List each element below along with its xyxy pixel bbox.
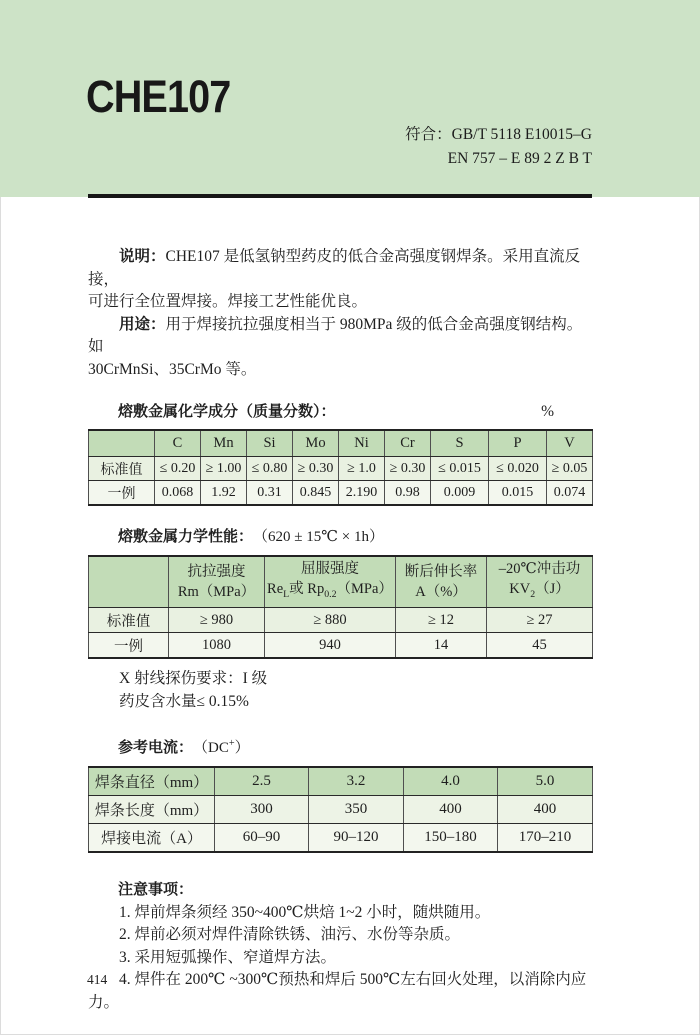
current-section-title: 参考电流：: [118, 739, 194, 756]
chem-value-cell: 0.074: [547, 481, 593, 506]
current-row-label: 焊接电流（A）: [89, 824, 215, 853]
current-value-cell: 4.0: [404, 767, 498, 796]
current-value-cell: 150–180: [404, 824, 498, 853]
chem-col-header: Ni: [339, 430, 385, 457]
chem-corner-cell: [89, 430, 155, 457]
mech-header-row: [89, 556, 593, 608]
mech-col-header-tensile: [169, 556, 265, 608]
note-item-1: 1. 焊前焊条须经 350~400℃烘焙 1~2 小时，随烘随用。: [119, 903, 491, 921]
chem-col-header: S: [431, 430, 489, 457]
chem-value-cell: 0.068: [155, 481, 201, 506]
chem-value-cell: ≤ 0.80: [247, 457, 293, 481]
current-polarity: [193, 734, 250, 758]
additional-requirements: [88, 668, 592, 713]
description-paragraph: [88, 246, 592, 314]
notes-section: [88, 879, 592, 1014]
mech-value-cell: ≥ 12: [396, 608, 487, 633]
compliance-standards: [88, 123, 592, 171]
current-value-cell: 90–120: [309, 824, 404, 853]
symbol-part: ）: [234, 740, 250, 756]
chem-value-cell: ≥ 0.05: [547, 457, 593, 481]
usage-text: 用于焊接抗拉强度相当于 980MPa 级的低合金高强度钢结构。如: [88, 315, 583, 355]
page-number: 414: [87, 972, 108, 987]
mech-header-line: [488, 579, 591, 605]
chem-value-cell: ≥ 0.30: [293, 457, 339, 481]
chem-col-header: V: [547, 430, 593, 457]
mech-row-label: 一例: [89, 633, 169, 659]
page-content: [88, 246, 592, 1014]
mech-col-header-impact: [487, 556, 593, 608]
usage-line-2: 30CrMnSi、35CrMo 等。: [88, 360, 257, 378]
chem-value-cell: ≥ 1.0: [339, 457, 385, 481]
mech-header-line: [266, 579, 394, 605]
mech-standard-row: [89, 608, 593, 633]
symbol-part: （DC: [193, 740, 229, 756]
chem-value-cell: ≤ 0.20: [155, 457, 201, 481]
usage-label: 用途：: [119, 315, 166, 333]
mech-col-header-yield: [265, 556, 396, 608]
current-value-cell: 400: [404, 796, 498, 824]
current-value-cell: 3.2: [309, 767, 404, 796]
current-value-cell: 5.0: [498, 767, 593, 796]
mech-row-label: 标准值: [89, 608, 169, 633]
mech-col-header-elongation: [396, 556, 487, 608]
current-value-cell: 300: [215, 796, 309, 824]
symbol-part: 或 Rp: [289, 581, 325, 598]
header-divider-rule: [88, 194, 592, 198]
mech-section-title: 熔敷金属力学性能：: [118, 528, 254, 545]
symbol-part: （J）: [535, 581, 570, 598]
mech-header-line: Rm（MPa）: [177, 584, 256, 600]
symbol-part: KV: [509, 581, 531, 598]
chem-value-cell: 0.009: [431, 481, 489, 506]
reference-current-table: [88, 766, 593, 853]
mech-value-cell: 1080: [169, 633, 265, 659]
superscript: +: [228, 738, 235, 749]
notes-title: 注意事项：: [118, 881, 194, 898]
chem-section-title: 熔敷金属化学成分（质量分数）：: [118, 403, 336, 420]
chem-col-header: Mo: [293, 430, 339, 457]
description-text: CHE107 是低氢钠型药皮的低合金高强度钢焊条。采用直流反接，: [88, 248, 581, 288]
mech-corner-cell: [89, 556, 169, 608]
chem-section-header: [88, 402, 592, 422]
current-value-cell: 60–90: [215, 824, 309, 853]
subscript: L: [283, 588, 290, 600]
current-row-label: 焊条长度（mm）: [89, 796, 215, 824]
usage-paragraph: [88, 314, 592, 382]
note-item-3: 3. 采用短弧操作、窄道焊方法。: [119, 948, 337, 966]
chem-value-cell: 1.92: [201, 481, 247, 506]
mech-value-cell: 940: [265, 633, 396, 659]
current-value-cell: 2.5: [215, 767, 309, 796]
header-band: [0, 0, 700, 197]
current-length-row: [89, 796, 593, 824]
current-amperage-row: [89, 824, 593, 853]
mech-value-cell: ≥ 27: [487, 608, 593, 633]
current-section-header: [88, 734, 592, 758]
usage-line-1: [88, 314, 592, 359]
mech-header-line: 抗拉强度: [187, 564, 246, 580]
mech-test-condition: （620 ± 15℃ × 1h）: [253, 529, 384, 545]
xray-requirement: X 射线探伤要求：I 级: [119, 670, 268, 687]
mech-header-line: –20℃冲击功: [498, 561, 581, 578]
chem-row-label: 标准值: [89, 457, 155, 481]
chem-row-label: 一例: [89, 481, 155, 506]
mech-header-line: 断后伸长率: [404, 564, 478, 580]
mech-value-cell: 45: [487, 633, 593, 659]
chem-example-row: [89, 481, 593, 506]
chem-col-header: Cr: [385, 430, 431, 457]
description-line-2: 可进行全位置焊接。焊接工艺性能优良。: [88, 293, 368, 310]
chem-col-header: P: [489, 430, 547, 457]
subscript: 2: [530, 588, 536, 600]
note-item-2: 2. 焊前必须对焊件清除铁锈、油污、水份等杂质。: [119, 926, 461, 943]
mech-section-header: [88, 527, 592, 547]
chem-value-cell: ≥ 0.30: [385, 457, 431, 481]
chem-header-row: [89, 430, 593, 457]
chemical-composition-table: [88, 429, 593, 506]
current-diameter-row: [89, 767, 593, 796]
chem-value-cell: ≤ 0.020: [489, 457, 547, 481]
chem-value-cell: 0.015: [489, 481, 547, 506]
mech-header-line: 屈服强度: [301, 561, 359, 578]
chem-value-cell: 0.31: [247, 481, 293, 506]
chem-col-header: Mn: [201, 430, 247, 457]
chem-col-header: Si: [247, 430, 293, 457]
symbol-part: （MPa）: [336, 581, 393, 598]
current-value-cell: 400: [498, 796, 593, 824]
mech-value-cell: 14: [396, 633, 487, 659]
mech-value-cell: ≥ 980: [169, 608, 265, 633]
symbol-part: Re: [267, 581, 284, 598]
current-value-cell: 350: [309, 796, 404, 824]
current-row-label: 焊条直径（mm）: [89, 767, 215, 796]
current-value-cell: 170–210: [498, 824, 593, 853]
description-label: 说明：: [119, 248, 166, 265]
mech-header-line: A（%）: [415, 584, 467, 600]
compliance-line-en: EN 757 – E 89 2 Z B T: [447, 150, 592, 167]
chem-value-cell: 0.98: [385, 481, 431, 506]
subscript: 0.2: [324, 588, 337, 600]
chem-unit-label: %: [541, 403, 554, 420]
moisture-requirement: 药皮含水量≤ 0.15%: [119, 692, 249, 710]
mech-value-cell: ≥ 880: [265, 608, 396, 633]
chem-value-cell: 0.845: [293, 481, 339, 506]
mech-example-row: [89, 633, 593, 659]
chem-value-cell: 2.190: [339, 481, 385, 506]
description-line-1: [88, 246, 592, 291]
note-item-4: 4. 焊件在 200℃ ~300℃预热和焊后 500℃左右回火处理，以消除内应力。: [88, 971, 587, 1011]
product-title: CHE107: [86, 71, 231, 122]
compliance-line-gbt: 符合：GB/T 5118 E10015–G: [405, 126, 592, 143]
chem-standard-row: [89, 457, 593, 481]
mechanical-properties-table: [88, 555, 593, 659]
chem-col-header: C: [155, 430, 201, 457]
chem-value-cell: ≥ 1.00: [201, 457, 247, 481]
chem-value-cell: ≤ 0.015: [431, 457, 489, 481]
